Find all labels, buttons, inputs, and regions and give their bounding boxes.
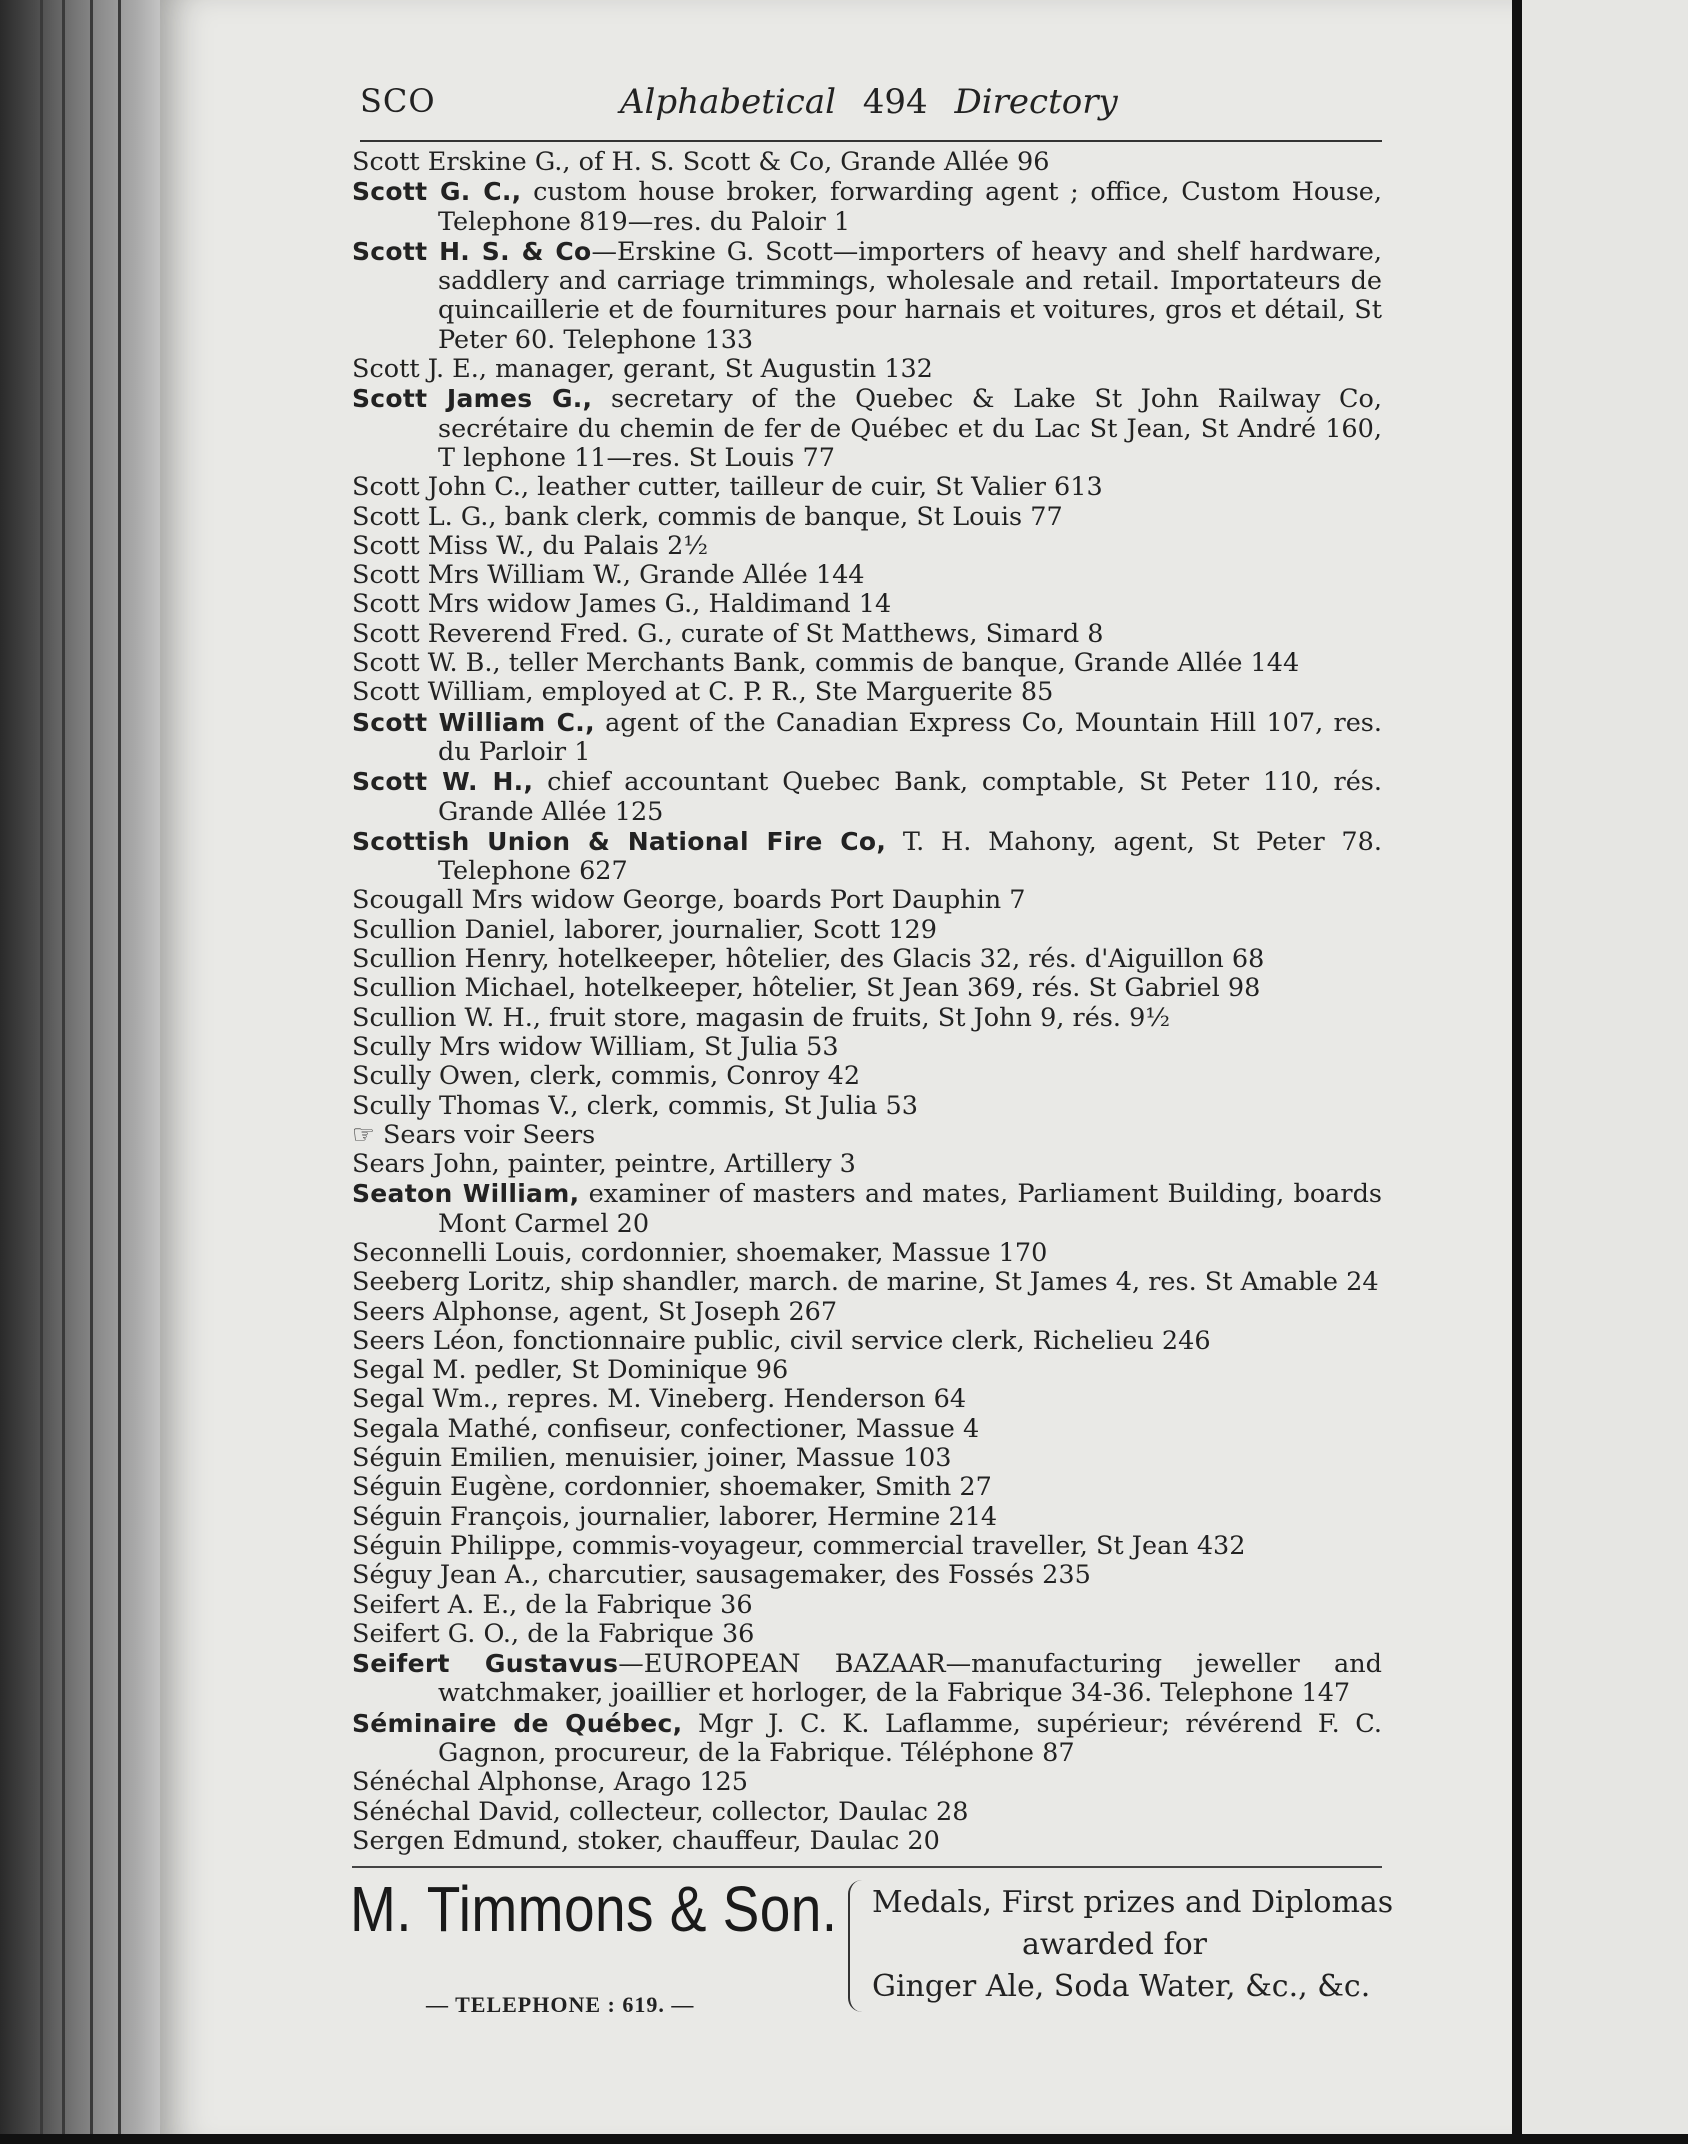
facing-page-edge: [1522, 0, 1688, 2144]
directory-entry: [352, 177, 1382, 237]
directory-entry: [352, 1561, 1382, 1590]
directory-entry: [352, 1062, 1382, 1091]
entry-text: Sears John, painter, peintre, Artillery 3: [352, 1149, 856, 1180]
advertiser-telephone: — TELEPHONE : 619. —: [426, 1992, 695, 2017]
running-title: [620, 82, 1118, 122]
directory-entries: [352, 148, 1382, 1856]
entry-text: Sergen Edmund, stoker, chauffeur, Daulac 20: [352, 1825, 940, 1856]
book-binding: [0, 0, 170, 2144]
entry-text: Segala Mathé, confiseur, confectioner, Massue 4: [352, 1413, 980, 1444]
entry-text: Séguy Jean A., charcutier, sausagemaker, des Fossés 235: [352, 1560, 1091, 1591]
directory-entry: [352, 1473, 1382, 1502]
brace-mark: [848, 1880, 864, 2012]
directory-entry: [352, 561, 1382, 590]
entry-text: Scullion W. H., fruit store, magasin de fruits, St John 9, rés. 9½: [352, 1002, 1171, 1033]
header-rule: [360, 140, 1382, 142]
entry-text: Seconnelli Louis, cordonnier, shoemaker, Massue 170: [352, 1237, 1048, 1268]
entry-text: Scully Thomas V., clerk, commis, St Julia 53: [352, 1090, 918, 1121]
entry-bold-name: Séminaire de Québec,: [352, 1708, 683, 1738]
directory-entry: [352, 1004, 1382, 1033]
directory-entry: [352, 1121, 1382, 1150]
entry-text: Mgr J. C. K. Laflamme, supérieur; révérend F. C. Gagnon, procureur, de la Fabrique. Téléphone 87: [438, 1708, 1382, 1769]
entry-text: Scott Mrs widow James G., Haldimand 14: [352, 589, 892, 620]
entry-text: custom house broker, forwarding agent ; office, Custom House, Telephone 819—res. du Paloir 1: [438, 177, 1382, 237]
directory-entry: [352, 384, 1382, 473]
entry-text: Scott William, employed at C. P. R., Ste Marguerite 85: [352, 677, 1054, 708]
entry-text: Seers Alphonse, agent, St Joseph 267: [352, 1296, 838, 1327]
entry-bold-name: Scott H. S. & Co: [352, 236, 592, 266]
title-left: Alphabetical: [620, 82, 836, 122]
directory-entry: [352, 708, 1382, 768]
directory-entry: [352, 590, 1382, 619]
directory-entry: [352, 1649, 1382, 1709]
entry-bold-name: Scott James G.,: [352, 384, 593, 414]
directory-entry: [352, 1827, 1382, 1856]
directory-entry: [352, 148, 1382, 177]
entry-text: Scott Miss W., du Palais 2½: [352, 530, 709, 561]
directory-entry: [352, 1620, 1382, 1649]
directory-entry: [352, 1327, 1382, 1356]
entry-text: Scott L. G., bank clerk, commis de banque, St Louis 77: [352, 501, 1063, 532]
advertisement-text: [872, 1882, 1394, 2008]
directory-entry: [352, 532, 1382, 561]
entry-text: chief accountant Quebec Bank, comptable, St Peter 110, rés. Grande Allée 125: [438, 767, 1382, 827]
scan-border: [0, 2134, 1688, 2144]
directory-entry: [352, 1356, 1382, 1385]
directory-entry: [352, 886, 1382, 915]
entry-text: Scully Owen, clerk, commis, Conroy 42: [352, 1061, 861, 1092]
directory-entry: [352, 503, 1382, 532]
entry-text: Seers Léon, fonctionnaire public, civil service clerk, Richelieu 246: [352, 1325, 1211, 1356]
entry-text: Scott Mrs William W., Grande Allée 144: [352, 560, 865, 591]
entry-text: Scullion Daniel, laborer, journalier, Scott 129: [352, 914, 937, 945]
entry-text: Scott W. B., teller Merchants Bank, commis de banque, Grande Allée 144: [352, 648, 1300, 679]
directory-entry: [352, 916, 1382, 945]
entry-text: Scullion Henry, hotelkeeper, hôtelier, des Glacis 32, rés. d'Aiguillon 68: [352, 944, 1265, 975]
entry-text: Seeberg Loritz, ship shandler, march. de marine, St James 4, res. St Amable 24: [352, 1267, 1379, 1298]
directory-entry: [352, 945, 1382, 974]
directory-entry: [352, 678, 1382, 707]
directory-entry: [352, 1591, 1382, 1620]
entry-text: T. H. Mahony, agent, St Peter 78. Telephone 627: [438, 826, 1382, 887]
entry-text: agent of the Canadian Express Co, Mountain Hill 107, res. du Parloir 1: [438, 707, 1382, 767]
entry-text: —Erskine G. Scott—importers of heavy and shelf hardware, saddlery and carriage trimmings, wholesale and retail. Importateurs de quincaillerie et de fournitures pour harnais et voitures, gros et détail, St Peter 60. Telephone 133: [438, 236, 1382, 355]
entry-bold-name: Seaton William,: [352, 1179, 580, 1209]
advertisement-rule: [352, 1866, 1382, 1868]
entry-text: Séguin Philippe, commis-voyageur, commercial traveller, St Jean 432: [352, 1530, 1246, 1561]
entry-text: Séguin Eugène, cordonnier, shoemaker, Smith 27: [352, 1472, 992, 1503]
entry-bold-name: Scott G. C.,: [352, 177, 522, 207]
directory-entry: [352, 1385, 1382, 1414]
section-code: SCO: [360, 82, 436, 120]
entry-text: Séguin François, journalier, laborer, Hermine 214: [352, 1501, 998, 1532]
entry-text: Sénéchal Alphonse, Arago 125: [352, 1767, 748, 1798]
entry-text: Scougall Mrs widow George, boards Port Dauphin 7: [352, 885, 1026, 916]
entry-text: ☞ Sears voir Seers: [352, 1119, 596, 1150]
page-gutter: [1512, 0, 1522, 2144]
entry-bold-name: Seifert Gustavus: [352, 1649, 619, 1679]
directory-entry: [352, 1709, 1382, 1769]
directory-entry: [352, 649, 1382, 678]
entry-text: Sénéchal David, collecteur, collector, Daulac 28: [352, 1796, 969, 1827]
entry-text: Segal M. pedler, St Dominique 96: [352, 1355, 789, 1386]
directory-entry: [352, 1798, 1382, 1827]
entry-text: Scullion Michael, hotelkeeper, hôtelier, St Jean 369, rés. St Gabriel 98: [352, 973, 1261, 1004]
entry-text: Scott J. E., manager, gerant, St Augustin 132: [352, 354, 933, 385]
directory-entry: [352, 1415, 1382, 1444]
directory-entry: [352, 1239, 1382, 1268]
directory-entry: [352, 1033, 1382, 1062]
entry-text: Scott Erskine G., of H. S. Scott & Co, Grande Allée 96: [352, 147, 1050, 177]
directory-entry: [352, 1092, 1382, 1121]
directory-entry: [352, 1532, 1382, 1561]
directory-entry: [352, 767, 1382, 827]
entry-text: Seifert A. E., de la Fabrique 36: [352, 1589, 753, 1620]
entry-text: Séguin Emilien, menuisier, joiner, Massue 103: [352, 1443, 952, 1474]
page-number: 494: [862, 82, 928, 122]
directory-entry: [352, 237, 1382, 355]
ad-line-3: Ginger Ale, Soda Water, &c., &c.: [872, 1969, 1371, 2004]
page-header: [360, 76, 1380, 136]
entry-text: secretary of the Quebec & Lake St John Railway Co, secrétaire du chemin de fer de Québec et du Lac St Jean, St André 160, T lephone 11—res. St Louis 77: [438, 384, 1382, 473]
entry-text: Scott John C., leather cutter, tailleur de cuir, St Valier 613: [352, 472, 1103, 503]
entry-bold-name: Scott W. H.,: [352, 767, 534, 797]
directory-entry: [352, 473, 1382, 502]
directory-entry: [352, 355, 1382, 384]
advertiser-name: M. Timmons & Son.: [350, 1873, 838, 1945]
ad-line-1: Medals, First prizes and Diplomas: [872, 1885, 1394, 1920]
entry-text: Segal Wm., repres. M. Vineberg. Henderson 64: [352, 1384, 967, 1415]
entry-text: —EUROPEAN BAZAAR—manufacturing jeweller and watchmaker, joaillier et horloger, de la Fabrique 34-36. Telephone 147: [438, 1649, 1382, 1709]
entry-text: examiner of masters and mates, Parliament Building, boards Mont Carmel 20: [438, 1179, 1382, 1239]
directory-entry: [352, 1268, 1382, 1297]
entry-text: Scott Reverend Fred. G., curate of St Matthews, Simard 8: [352, 618, 1104, 649]
directory-entry: [352, 1768, 1382, 1797]
entry-text: Scully Mrs widow William, St Julia 53: [352, 1031, 839, 1062]
directory-entry: [352, 1444, 1382, 1473]
ad-line-2: awarded for: [1022, 1927, 1207, 1962]
entry-bold-name: Scott William C.,: [352, 707, 595, 737]
directory-entry: [352, 1179, 1382, 1239]
directory-entry: [352, 1298, 1382, 1327]
directory-entry: [352, 974, 1382, 1003]
directory-entry: [352, 1150, 1382, 1179]
title-right: Directory: [954, 82, 1118, 122]
directory-entry: [352, 1503, 1382, 1532]
directory-entry: [352, 827, 1382, 887]
entry-bold-name: Scottish Union & National Fire Co,: [352, 826, 887, 856]
entry-text: Seifert G. O., de la Fabrique 36: [352, 1618, 755, 1649]
directory-entry: [352, 620, 1382, 649]
